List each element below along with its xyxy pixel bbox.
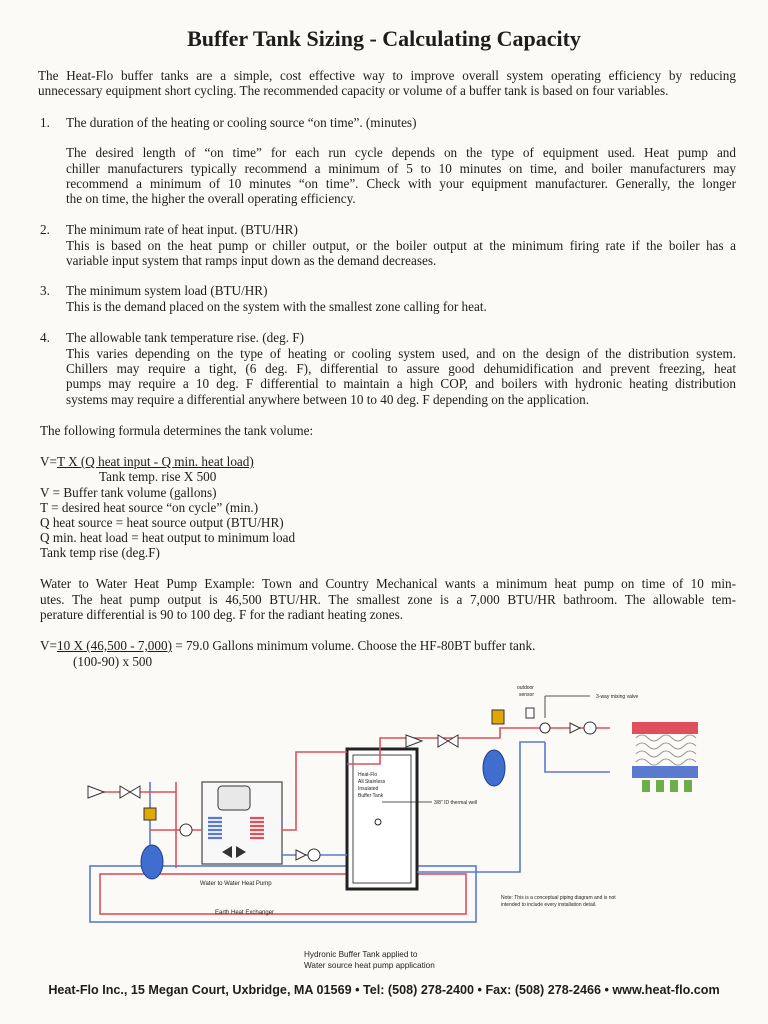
distribution-pump — [584, 722, 596, 734]
item-4-body-line-2: Chillers may require a tight, (6 deg. F), differential to assure good dehumidification and prevent freezing, heat — [66, 361, 736, 376]
earth-exchanger-label: Earth Heat Exchanger — [215, 910, 275, 916]
result-numerator: 10 X (46,500 - 7,000) — [56, 638, 172, 653]
source-expansion-tank — [141, 845, 163, 879]
item-1-number: 1. — [40, 115, 50, 130]
item-1-body-line-3: recommend a minimum of 10 minutes “on time”. Check with your equipment manufacturer. Generally, the longer — [66, 176, 736, 191]
loop-valve-4 — [684, 780, 692, 792]
formula-intro: The following formula determines the tank volume: — [40, 423, 314, 438]
radiant-manifold — [632, 722, 698, 792]
check-valve-icon — [296, 850, 306, 860]
heat-pump-label: Water to Water Heat Pump — [200, 881, 272, 887]
distribution-return-pipe — [417, 742, 545, 872]
distribution-ball-valve — [438, 735, 458, 747]
tank-label-line-4: Buffer Tank — [358, 793, 384, 799]
loop-valve-1 — [642, 780, 650, 792]
tank-connection-piping — [282, 685, 638, 872]
mixing-valve-icon — [540, 723, 550, 733]
intro-line-1: The Heat-Flo buffer tanks are a simple, cost effective way to improve overall system operating efficiency by reducing — [38, 68, 736, 83]
supply-manifold — [632, 722, 698, 734]
buffer-tank-group — [347, 749, 477, 889]
intro-line-2: unnecessary equipment short cycling. The recommended capacity or volume of a buffer tank is based on four variables. — [38, 83, 669, 98]
distribution-air-separator — [492, 710, 504, 724]
tank-label-line-3: Insulated — [358, 786, 379, 792]
formula-numerator-line — [40, 454, 254, 470]
result-numerator-line — [40, 638, 535, 654]
note-line-1: Note: This is a conceptual piping diagram and is not — [501, 895, 616, 901]
caption-line-2: Water source heat pump application — [304, 961, 435, 970]
source-side-piping — [88, 782, 202, 879]
item-1-body-line-4: the on time, the higher the overall operating efficiency. — [66, 191, 356, 206]
mixing-supply-pipe — [412, 728, 610, 738]
item-2-number: 2. — [40, 222, 50, 237]
formula-prefix: V= — [40, 454, 57, 469]
item-4-body-line-1: This varies depending on the type of heating or cooling system used, and on the design of the distribution system. — [66, 346, 736, 361]
footer-contact: Heat-Flo Inc., 15 Megan Court, Uxbridge, MA 01569 • Tel: (508) 278-2400 • Fax: (508) 278-2466 • www.heat-flo.com — [48, 983, 720, 997]
outdoor-sensor-label-2: sensor — [519, 692, 535, 698]
result-denominator: (100-90) x 500 — [73, 654, 153, 669]
tank-label-line-2: All Stainless — [358, 779, 386, 785]
ball-valve-icon — [120, 786, 140, 798]
example-line-1: Water to Water Heat Pump Example: Town and Country Mechanical wants a minimum heat pump on time of 10 min- — [40, 576, 736, 591]
item-3-heading: The minimum system load (BTU/HR) — [66, 283, 268, 298]
formula-definition-4: Q min. heat load = heat output to minimum load — [40, 530, 296, 545]
distribution-fill-valve — [406, 735, 422, 747]
formula-definition-3: Q heat source = heat source output (BTU/HR) — [40, 515, 284, 530]
manifold-return-pipe — [545, 742, 610, 772]
source-pump — [180, 824, 192, 836]
item-2-body-line-1: This is based on the heat pump or chiller output, or the boiler output at the minimum firing rate if the boiler has a — [66, 238, 736, 253]
outdoor-sensor-icon — [526, 708, 534, 718]
item-4-heading: The allowable tank temperature rise. (deg. F) — [66, 330, 305, 345]
radiant-loops — [636, 735, 696, 765]
formula-denominator: Tank temp. rise X 500 — [99, 469, 217, 484]
heat-pump — [200, 782, 282, 887]
distribution-expansion-tank — [483, 750, 505, 786]
mixing-valve-label: 3-way mixing valve — [596, 694, 639, 700]
result-prefix: V= — [40, 638, 57, 653]
tank-return-pump — [308, 849, 320, 861]
return-manifold — [632, 766, 698, 778]
item-2-heading: The minimum rate of heat input. (BTU/HR) — [66, 222, 298, 237]
item-1-body-line-1: The desired length of “on time” for each run cycle depends on the type of equipment used. Heat pump and — [66, 145, 736, 160]
fill-valve-icon — [88, 786, 104, 798]
distribution-check-valve — [570, 723, 580, 733]
loop-valve-3 — [670, 780, 678, 792]
loop-valve-2 — [656, 780, 664, 792]
item-3-body-line-1: This is the demand placed on the system with the smallest zone calling for heat. — [66, 299, 487, 314]
formula-numerator: T X (Q heat input - Q min. heat load) — [56, 454, 254, 469]
note-line-2: intended to include every installation detail. — [501, 902, 597, 908]
item-4-body-line-4: systems may require a differential anywhere between 10 to 40 deg. F depending on the application. — [66, 392, 590, 407]
formula-definition-2: T = desired heat source “on cycle” (min.) — [40, 500, 259, 515]
example-line-3: perature differential is 90 to 100 deg. F for the radiant heating zones. — [40, 607, 404, 622]
item-4-number: 4. — [40, 330, 50, 345]
item-4-body-line-3: pumps may require a 10 deg. F differential to maintain a high COP, and boilers with hydronic heating distribution — [66, 376, 736, 391]
buffer-tank — [347, 749, 417, 889]
item-1-body-line-2: chiller manufacturers typically recommend a minimum of 5 to 10 minutes on time, and boiler manufacturers may — [66, 161, 736, 176]
outdoor-sensor-label-1: outdoor — [517, 685, 534, 691]
formula-definition-1: V = Buffer tank volume (gallons) — [40, 485, 217, 500]
item-2-body-line-2: variable input system that ramps input down as the demand decreases. — [66, 253, 437, 268]
item-3-number: 3. — [40, 283, 50, 298]
tank-label-line-1: Heat-Flo — [358, 772, 378, 778]
heat-pump-supply-pipe — [282, 752, 347, 830]
item-1-heading: The duration of the heating or cooling source “on time”. (minutes) — [66, 115, 417, 130]
caption-line-1: Hydronic Buffer Tank applied to — [304, 950, 418, 959]
air-separator-icon — [144, 808, 156, 820]
formula-definition-5: Tank temp rise (deg.F) — [40, 545, 160, 560]
example-line-2: utes. The heat pump output is 46,500 BTU/HR. The smallest zone is a 7,000 BTU/HR bathroom. The allowable tem- — [40, 592, 736, 607]
result-suffix: = 79.0 Gallons minimum volume. Choose the HF-80BT buffer tank. — [171, 638, 536, 653]
page-title: Buffer Tank Sizing - Calculating Capacity — [187, 26, 581, 51]
compressor — [218, 786, 250, 810]
piping-diagram — [0, 672, 768, 982]
thermal-well-label: 3/8" ID thermal well — [434, 800, 478, 806]
